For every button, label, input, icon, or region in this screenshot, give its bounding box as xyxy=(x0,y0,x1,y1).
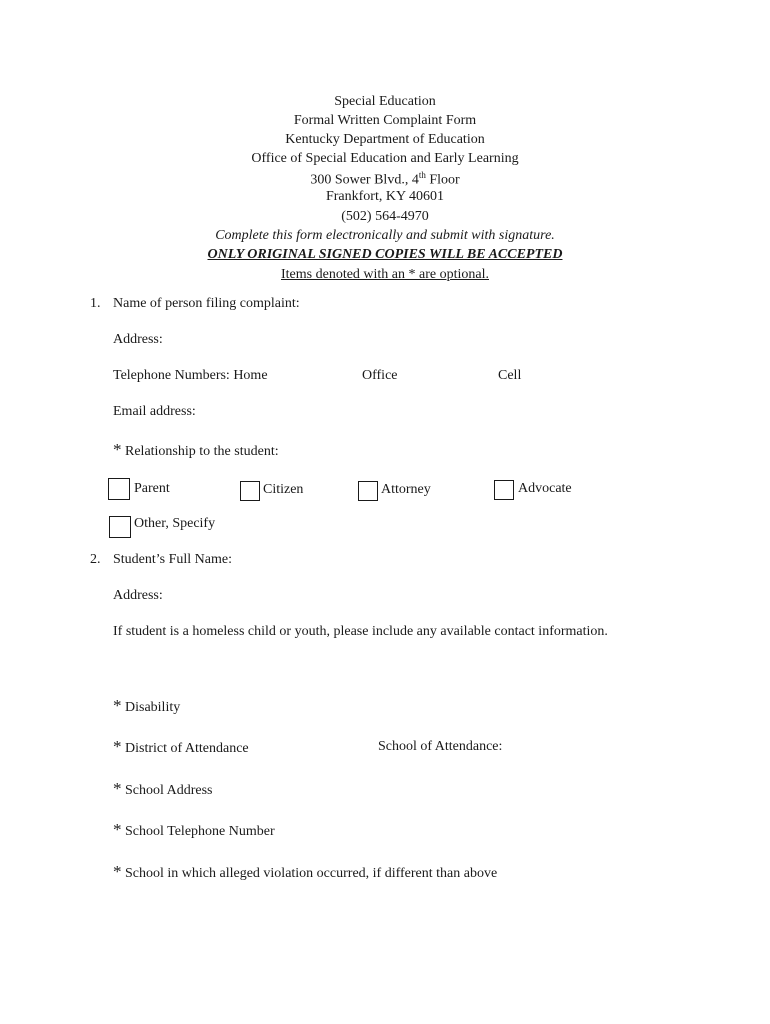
form-title: Formal Written Complaint Form xyxy=(293,113,477,128)
attorney-checkbox[interactable] xyxy=(358,481,378,501)
disability-label: Disability xyxy=(125,700,181,715)
homeless-note: If student is a homeless child or youth, please include any available contact information. xyxy=(113,624,608,639)
header-title: Special Education xyxy=(334,94,436,109)
disability-row xyxy=(113,696,180,716)
optional-note: Items denoted with an * are optional. xyxy=(281,267,489,282)
violation-school-label: School in which alleged violation occurred, if different than above xyxy=(125,866,498,881)
other-checkbox[interactable] xyxy=(109,516,131,538)
department-name: Kentucky Department of Education xyxy=(285,132,485,147)
phone-cell-label: Cell xyxy=(498,368,522,383)
school-phone-label: School Telephone Number xyxy=(125,824,275,839)
office-name: Office of Special Education and Early Learning xyxy=(251,151,519,166)
email-label: Email address: xyxy=(113,404,196,419)
warning-text: ONLY ORIGINAL SIGNED COPIES WILL BE ACCEPTED xyxy=(207,247,563,262)
relationship-row xyxy=(113,440,279,460)
school-phone-row xyxy=(113,820,275,840)
city-state-zip: Frankfort, KY 40601 xyxy=(325,189,445,204)
optional-star: * xyxy=(113,696,122,715)
advocate-option-label: Advocate xyxy=(518,481,572,496)
student-name-label: Student’s Full Name: xyxy=(113,552,232,567)
section-2-number: 2. xyxy=(90,552,101,567)
street-address: 300 Sower Blvd., 4th Floor xyxy=(310,170,460,188)
phone-office-label: Office xyxy=(362,368,398,383)
relationship-label: Relationship to the student: xyxy=(125,444,279,459)
school-address-row xyxy=(113,779,213,799)
optional-star: * xyxy=(113,737,122,756)
parent-option-label: Parent xyxy=(134,481,170,496)
other-option-label: Other, Specify xyxy=(134,516,216,531)
optional-star: * xyxy=(113,820,122,839)
optional-star: * xyxy=(113,862,122,881)
section-1-number: 1. xyxy=(90,296,101,311)
citizen-option-label: Citizen xyxy=(263,482,304,497)
advocate-checkbox[interactable] xyxy=(494,480,514,500)
parent-checkbox[interactable] xyxy=(108,478,130,500)
optional-star: * xyxy=(113,440,122,459)
optional-star: * xyxy=(113,779,122,798)
student-address-label: Address: xyxy=(113,588,163,603)
filer-name-label: Name of person filing complaint: xyxy=(113,296,300,311)
phone-home-label: Telephone Numbers: Home xyxy=(113,368,268,383)
filer-address-label: Address: xyxy=(113,332,163,347)
district-row xyxy=(113,737,249,757)
citizen-checkbox[interactable] xyxy=(240,481,260,501)
school-attendance-label: School of Attendance: xyxy=(378,739,503,754)
phone-number: (502) 564-4970 xyxy=(341,209,429,224)
instruction-text: Complete this form electronically and submit with signature. xyxy=(215,228,555,243)
district-label: District of Attendance xyxy=(125,741,249,756)
school-address-label: School Address xyxy=(125,783,213,798)
attorney-option-label: Attorney xyxy=(381,482,431,497)
violation-school-row xyxy=(113,862,497,882)
